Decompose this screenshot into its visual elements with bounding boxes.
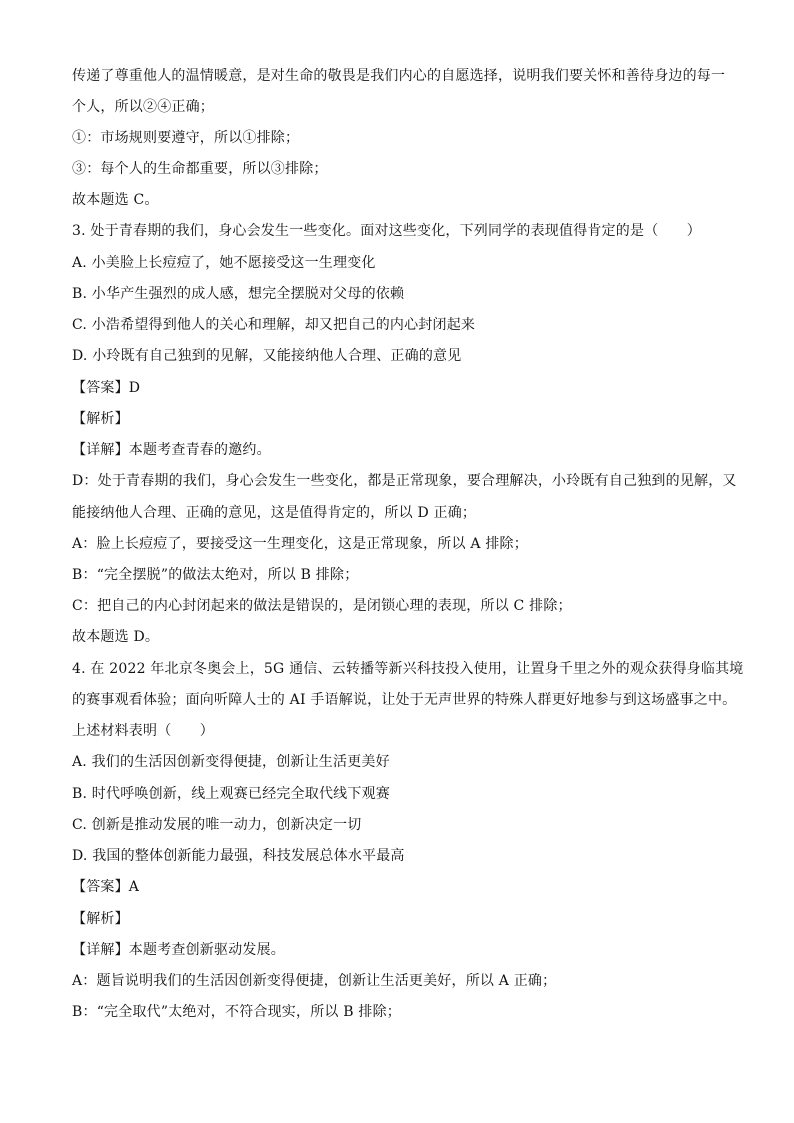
question-3-option-b: B. 小华产生强烈的成人感，想完全摆脱对父母的依赖 bbox=[72, 286, 405, 302]
question-4-option-c: C. 创新是推动发展的唯一动力，创新决定一切 bbox=[72, 817, 362, 833]
text-line: 能接纳他人合理、正确的意见，这是值得肯定的，所以 D 正确； bbox=[72, 505, 477, 521]
question-4-stem: 4. 在 2022 年北京冬奥会上，5G 通信、云转播等新兴科技投入使用，让置身千里之外的观众获得身临其境 bbox=[72, 661, 744, 677]
text-line: 个人，所以②④正确； bbox=[72, 99, 214, 115]
question-4-option-d: D. 我国的整体创新能力最强，科技发展总体水平最高 bbox=[72, 848, 405, 864]
text-line: A：脸上长痘痘了，要接受这一生理变化，这是正常现象，所以 A 排除； bbox=[72, 536, 528, 552]
question-3-stem: 3. 处于青春期的我们，身心会发生一些变化。面对这些变化，下列同学的表现值得肯定的是（ ） bbox=[72, 223, 702, 239]
text-line: B：“完全取代”太绝对，不符合现实，所以 B 排除； bbox=[72, 1004, 401, 1020]
text-line: ③：每个人的生命都重要，所以③排除； bbox=[72, 161, 328, 177]
question-3-option-c: C. 小浩希望得到他人的关心和理解，却又把自己的内心封闭起来 bbox=[72, 317, 476, 333]
text-line: D：处于青春期的我们，身心会发生一些变化，都是正常现象，要合理解决，小玲既有自己独到的见解，又 bbox=[72, 473, 737, 489]
text-line: ①：市场规则要遵守，所以①排除； bbox=[72, 130, 300, 146]
question-4-prompt: 上述材料表明（ ） bbox=[72, 723, 214, 739]
answer-label: 【答案】A bbox=[72, 879, 140, 895]
text-line: 故本题选 D。 bbox=[72, 629, 160, 645]
text-line: A：题旨说明我们的生活因创新变得便捷，创新让生活更美好，所以 A 正确； bbox=[72, 973, 557, 989]
analysis-label: 【解析】 bbox=[72, 911, 129, 927]
question-3-option-d: D. 小玲既有自己独到的见解，又能接纳他人合理、正确的意见 bbox=[72, 348, 462, 364]
text-line: B：“完全摆脱”的做法太绝对，所以 B 排除； bbox=[72, 567, 359, 583]
text-line: 故本题选 C。 bbox=[72, 192, 159, 208]
detail-label: 【详解】本题考查青春的邀约。 bbox=[72, 442, 271, 458]
question-4-stem-cont: 的赛事观看体验；面向听障人士的 AI 手语解说，让处于无声世界的特殊人群更好地参与到这场盛事之中。 bbox=[72, 692, 737, 708]
question-3-option-a: A. 小美脸上长痘痘了，她不愿接受这一生理变化 bbox=[72, 255, 376, 271]
answer-label: 【答案】D bbox=[72, 380, 141, 396]
question-4-option-a: A. 我们的生活因创新变得便捷，创新让生活更美好 bbox=[72, 754, 390, 770]
analysis-label: 【解析】 bbox=[72, 411, 129, 427]
text-line: C：把自己的内心封闭起来的做法是错误的，是闭锁心理的表现，所以 C 排除； bbox=[72, 598, 572, 614]
text-line: 传递了尊重他人的温情暖意，是对生命的敬畏是我们内心的自愿选择，说明我们要关怀和善待身边的每一 bbox=[72, 68, 726, 84]
detail-label: 【详解】本题考查创新驱动发展。 bbox=[72, 942, 285, 958]
question-4-option-b: B. 时代呼唤创新，线上观赛已经完全取代线下观赛 bbox=[72, 786, 390, 802]
